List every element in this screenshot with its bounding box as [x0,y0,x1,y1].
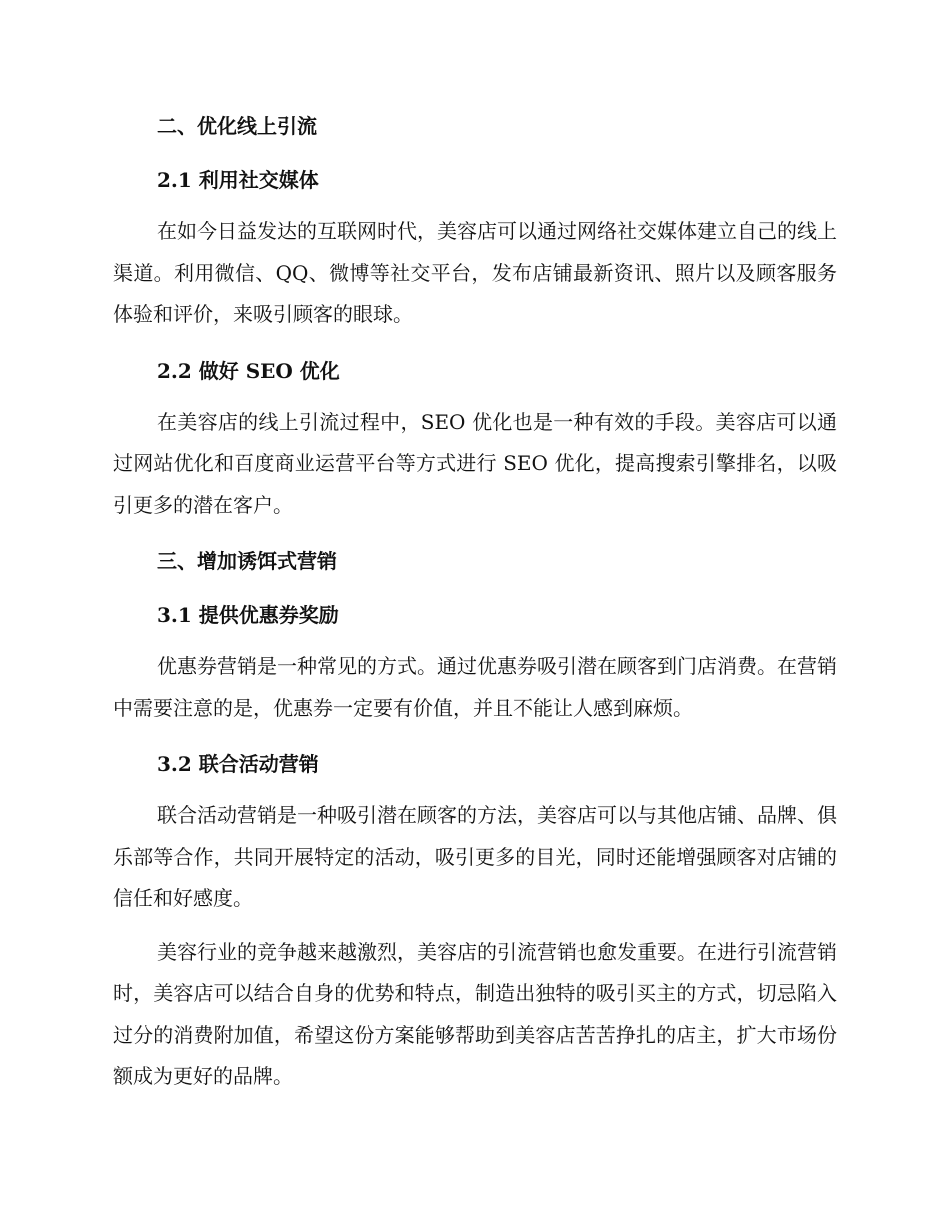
subsection-heading-seo: 2.2 做好 SEO 优化 [157,358,340,383]
document-body [113,103,837,1110]
subsection-heading-joint-events: 3.2 联合活动营销 [157,752,319,776]
paragraph-social-media: 在如今日益发达的互联网时代，美容店可以通过网络社交媒体建立自己的线上渠道。利用微信、QQ、微博等社交平台，发布店铺最新资讯、照片以及顾客服务体验和评价，来吸引顾客的眼球。 [113,219,837,326]
subsection-heading-coupons: 3.1 提供优惠券奖励 [157,603,339,627]
subsection-heading-social-media: 2.1 利用社交媒体 [157,168,319,192]
paragraph-coupons: 优惠券营销是一种常见的方式。通过优惠券吸引潜在顾客到门店消费。在营销中需要注意的是，优惠券一定要有价值，并且不能让人感到麻烦。 [113,654,837,720]
section-heading-bait-marketing: 三、增加诱饵式营销 [157,549,337,573]
paragraph-conclusion: 美容行业的竞争越来越激烈，美容店的引流营销也愈发重要。在进行引流营销时，美容店可以结合自身的优势和特点，制造出独特的吸引买主的方式，切忌陷入过分的消费附加值，希望这份方案能够帮助到美容店苦苦挣扎的店主，扩大市场份额成为更好的品牌。 [113,939,837,1088]
paragraph-seo: 在美容店的线上引流过程中，SEO 优化也是一种有效的手段。美容店可以通过网站优化和百度商业运营平台等方式进行 SEO 优化，提高搜索引擎排名，以吸引更多的潜在客户。 [113,409,837,517]
paragraph-joint-events: 联合活动营销是一种吸引潜在顾客的方法，美容店可以与其他店铺、品牌、俱乐部等合作，共同开展特定的活动，吸引更多的目光，同时还能增强顾客对店铺的信任和好感度。 [113,803,837,910]
section-heading-optimize-online-traffic: 二、优化线上引流 [157,114,317,138]
